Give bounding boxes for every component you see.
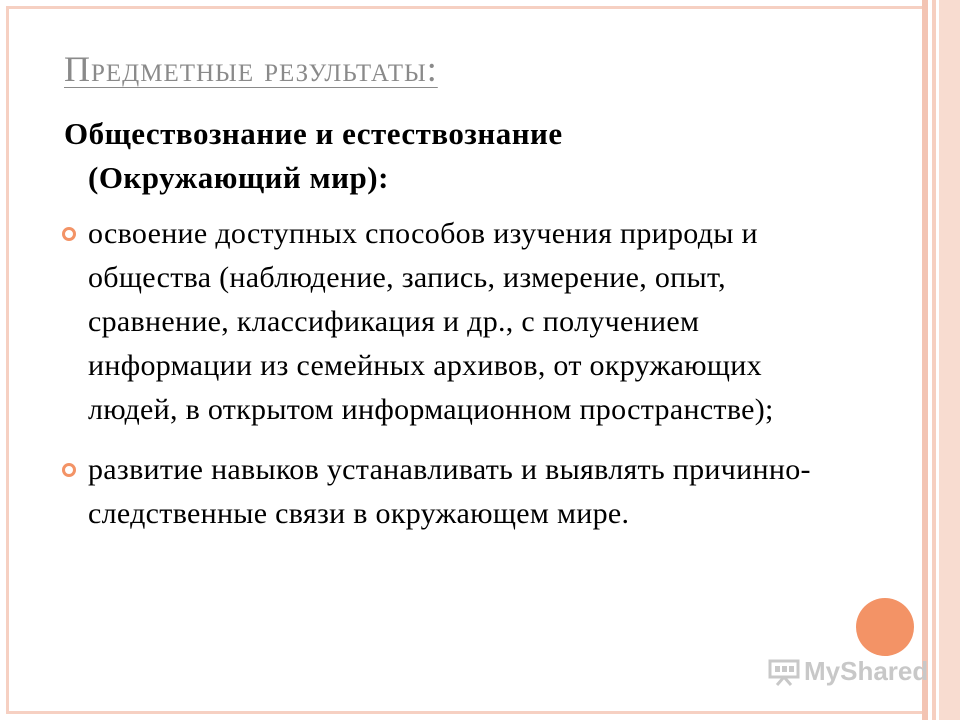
right-stripe: [939, 0, 960, 720]
watermark-text: MyShared: [804, 656, 929, 686]
list-item: [64, 448, 844, 536]
section-heading: [64, 112, 844, 200]
watermark: [768, 656, 928, 687]
bullet-text: освоение доступных способов изучения природы и общества (наблюдение, запись, измерение, опыт, сравнение, классификация и др., с получением информации из семейных архивов, от окружающих людей, в открытом информационном пространстве);: [88, 217, 774, 426]
bullet-text: развитие навыков устанавливать и выявлять причинно-следственные связи в окружающем мире.: [88, 453, 811, 530]
decorative-circle: [856, 598, 914, 656]
list-item: [64, 212, 844, 432]
heading-line-1: Обществознание и естествознание: [64, 116, 563, 151]
heading-line-2: (Окружающий мир):: [88, 160, 389, 195]
slide-title: Предметные результаты:: [64, 49, 438, 89]
orange-ring-icon: [61, 462, 77, 478]
orange-ring-icon: [61, 226, 77, 242]
bullet-list: [64, 212, 844, 536]
presentation-board-icon: [768, 658, 800, 686]
slide-content: [64, 112, 844, 552]
